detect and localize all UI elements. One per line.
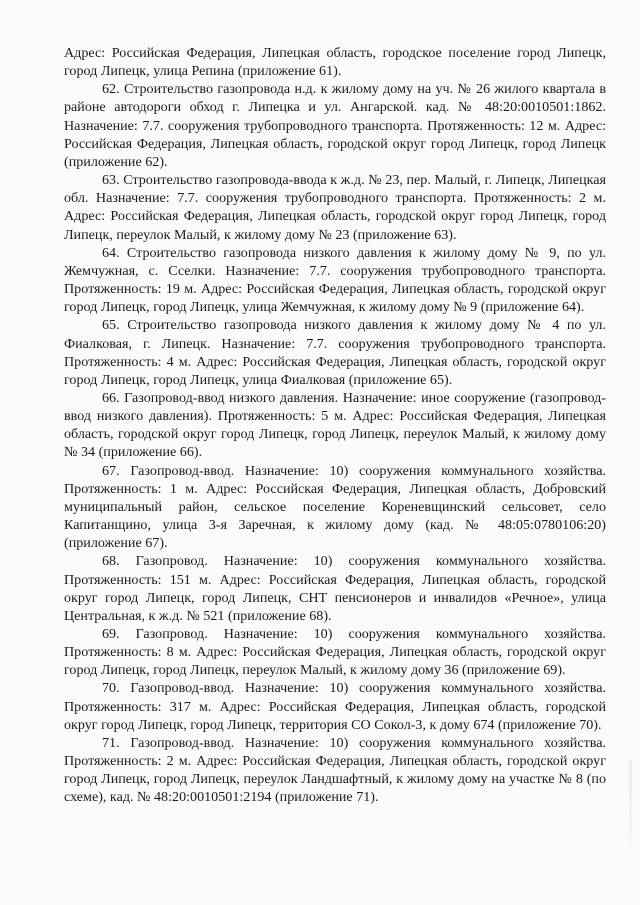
paragraph-62: 62. Строительство газопровода н.д. к жилому дому на уч. № 26 жилого квартала в районе автодороги обход г. Липецка и ул. Ангарской. кад. № 48:20:0010501:1862. Назначение: 7.7. сооружения трубопроводного транспорта. Протяженность: 12 м. Адрес: Российская Федерация, Липецкая область, городской округ город Липецк, город Липецк (приложение 62). bbox=[64, 81, 606, 170]
paragraph-64: 64. Строительство газопровода низкого давления к жилому дому № 9, по ул. Жемчужная, с. Сселки. Назначение: 7.7. сооружения трубопроводного транспорта. Протяженность: 19 м. Адрес: Российская Федерация, Липецкая область, городской округ город Липецк, город Липецк, улица Жемчужная, к жилому дому № 9 (приложение 64). bbox=[64, 244, 606, 316]
paragraph-70: 70. Газопровод-ввод. Назначение: 10) сооружения коммунального хозяйства. Протяженность: 317 м. Адрес: Российская Федерация, Липецкая область, городской округ город Липецк, город Липецк, территория СО Сокол-3, к дому 674 (приложение 70). bbox=[64, 680, 606, 733]
paragraph-63: 63. Строительство газопровода-ввода к ж.д. № 23, пер. Малый, г. Липецк, Липецкая обл. Назначение: 7.7. сооружения трубопроводного транспорта. Протяженность: 2 м. Адрес: Российская Федерация, Липецкая область, городской округ город Липецк, город Липецк, переулок Малый, к жилому дому № 23 (приложение 63). bbox=[64, 172, 606, 243]
paragraph-67: 67. Газопровод-ввод. Назначение: 10) сооружения коммунального хозяйства. Протяженность: 1 м. Адрес: Российская Федерация, Липецкая область, Добровский муниципальный район, сельское поселение Кореневщинский сельсовет, село Капитанщино, улица 3-я Заречная, к жилому дому (кад. № 48:05:0780106:20) (приложение 67). bbox=[64, 462, 606, 552]
paragraph-65: 65. Строительство газопровода низкого давления к жилому дому № 4 по ул. Фиалковая, г. Липецк. Назначение: 7.7. сооружения трубопроводного транспорта. Протяженность: 4 м. Адрес: Российская Федерация, Липецкая область, городской округ город Липецк, город Липецк, улица Фиалковая (приложение 65). bbox=[64, 317, 606, 388]
paragraph-71: 71. Газопровод-ввод. Назначение: 10) сооружения коммунального хозяйства. Протяженность: 2 м. Адрес: Российская Федерация, Липецкая область, городской округ город Липецк, город Липецк, переулок Ландшафтный, к жилому дому на участке № 8 (по схеме), кад. № 48:20:0010501:2194 (приложение 71). bbox=[64, 734, 606, 806]
paragraph-69: 69. Газопровод. Назначение: 10) сооружения коммунального хозяйства. Протяженность: 8 м. Адрес: Российская Федерация, Липецкая область, городской округ город Липецк, город Липецк, переулок Малый, к жилому дому 36 (приложение 69). bbox=[64, 626, 606, 679]
scan-artifact bbox=[629, 760, 632, 850]
paragraph-68: 68. Газопровод. Назначение: 10) сооружения коммунального хозяйства. Протяженность: 151 м. Адрес: Российская Федерация, Липецкая область, городской округ город Липецк, город Липецк, СНТ пенсионеров и инвалидов «Речное», улица Центральная, к ж.д. № 521 (приложение 68). bbox=[64, 553, 606, 624]
paragraph-66: 66. Газопровод-ввод низкого давления. Назначение: иное сооружение (газопровод-ввод низкого давления). Протяженность: 5 м. Адрес: Российская Федерация, Липецкая область, городской округ город Липецк, город Липецк, переулок Малый, к жилому дому № 34 (приложение 66). bbox=[64, 389, 606, 461]
paragraph-61-continuation: Адрес: Российская Федерация, Липецкая область, городское поселение город Липецк, город Липецк, улица Репина (приложение 61). bbox=[64, 45, 606, 80]
